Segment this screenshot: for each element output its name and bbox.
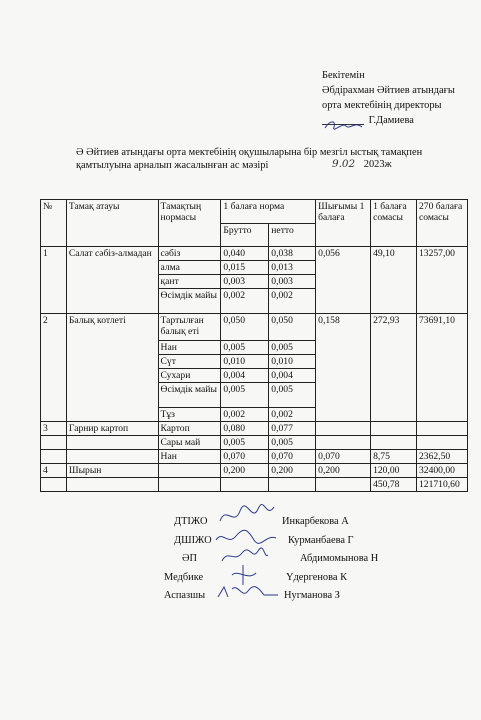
cell-brutto: 0,050: [221, 314, 269, 341]
cell-sum270: 13257,00: [416, 247, 467, 314]
cell-sum270: [416, 422, 467, 436]
cell-brutto: 0,005: [221, 383, 269, 408]
total-empty-cell: [316, 478, 371, 492]
header-netto: нетто: [269, 224, 316, 247]
cell-num: [41, 436, 67, 450]
cell-netto: 0,005: [269, 341, 316, 355]
cell-brutto: 0,002: [221, 289, 269, 314]
cell-ingredient: Сүт: [158, 355, 221, 369]
cell-ingredient: Нан: [158, 450, 221, 464]
signature-row: [164, 550, 414, 569]
approval-block: [322, 68, 455, 128]
cell-netto: 0,005: [269, 383, 316, 408]
table-header-row: [41, 200, 468, 224]
total-empty-cell: [269, 478, 316, 492]
cell-ingredient: Картоп: [158, 422, 221, 436]
table-row: [41, 422, 468, 436]
cell-num: [41, 450, 67, 464]
date-year: 2023ж: [363, 159, 392, 170]
header-sum270: 270 балаға сомасы: [416, 200, 467, 247]
signature-name: Абдимомынова Н: [300, 553, 379, 564]
cell-brutto: 0,005: [221, 436, 269, 450]
document-date: [332, 158, 392, 170]
cell-sum1: 120,00: [371, 464, 417, 478]
signature-role: ДТІЖО: [174, 516, 208, 527]
signature-row: [164, 587, 414, 606]
signature-row: [164, 532, 414, 551]
cell-ingredient: Өсімдік майы: [158, 289, 221, 314]
cell-num: 4: [41, 464, 67, 478]
cell-netto: 0,013: [269, 261, 316, 275]
cell-brutto: 0,200: [221, 464, 269, 478]
cell-brutto: 0,015: [221, 261, 269, 275]
cell-sum1: [371, 436, 417, 450]
header-name: Тамақ атауы: [66, 200, 158, 247]
cell-netto: 0,002: [269, 408, 316, 422]
cell-brutto: 0,070: [221, 450, 269, 464]
cell-netto: 0,010: [269, 355, 316, 369]
cell-ingredient: Сары май: [158, 436, 221, 450]
cell-brutto: 0,040: [221, 247, 269, 261]
header-brutto: Брутто: [221, 224, 269, 247]
cell-dish-name: Гарнир картоп: [66, 422, 158, 436]
cell-dish-name: [66, 450, 158, 464]
table-row: [41, 314, 468, 341]
cell-ingredient: Сухари: [158, 369, 221, 383]
signature-role: ДШІЖО: [174, 534, 212, 546]
cell-ingredient: қант: [158, 275, 221, 289]
cell-num: 2: [41, 314, 67, 422]
cell-sum270: [416, 436, 467, 450]
cell-yield: 0,070: [316, 450, 371, 464]
director-signature: [322, 124, 364, 125]
cell-brutto: 0,010: [221, 355, 269, 369]
cell-netto: 0,003: [269, 275, 316, 289]
table-row: [41, 247, 468, 261]
handwritten-date: 9.02: [332, 158, 356, 170]
cell-dish-name: Салат сәбіз-алмадан: [66, 247, 158, 314]
cell-yield: 0,158: [316, 314, 371, 422]
cell-netto: 0,200: [269, 464, 316, 478]
cell-netto: 0,070: [269, 450, 316, 464]
cell-brutto: 0,080: [221, 422, 269, 436]
cell-ingredient: Өсімдік майы: [158, 383, 221, 408]
signature-block: [164, 513, 414, 608]
director-name: Г.Дамиева: [368, 115, 414, 126]
header-per-child: 1 балаға норма: [221, 200, 316, 224]
handwritten-signature-icon: [216, 581, 280, 605]
cell-yield: 0,200: [316, 464, 371, 478]
signature-role: ӘП: [182, 553, 198, 564]
signature-name: Курманбаева Г: [288, 534, 354, 546]
cell-dish-name: Шырын: [66, 464, 158, 478]
signature-row: [164, 569, 414, 588]
cell-brutto: 0,004: [221, 369, 269, 383]
cell-dish-name: Балық котлеті: [66, 314, 158, 422]
cell-num: 3: [41, 422, 67, 436]
title-line-1: Ә Әйтиев атындағы орта мектебінің оқушыларына бір мезгіл ыстық тамақпен: [76, 147, 423, 158]
signature-name: Инкарбекова А: [282, 516, 349, 527]
approval-director-line: орта мектебінің директоры: [322, 100, 442, 111]
cell-yield: 0,056: [316, 247, 371, 314]
cell-ingredient: алма: [158, 261, 221, 275]
table-row: [41, 450, 468, 464]
cell-brutto: 0,005: [221, 341, 269, 355]
table-total-row: [41, 478, 468, 492]
cell-netto: 0,050: [269, 314, 316, 341]
total-empty-cell: [221, 478, 269, 492]
cell-ingredient: Тұз: [158, 408, 221, 422]
total-empty-cell: [66, 478, 158, 492]
table-row: [41, 464, 468, 478]
approval-signature-row: [322, 113, 455, 128]
cell-sum1: 8,75: [371, 450, 417, 464]
total-empty-cell: [41, 478, 67, 492]
cell-sum270: 2362,50: [416, 450, 467, 464]
cell-sum270: 73691,10: [416, 314, 467, 422]
signature-name: Нугманова З: [284, 590, 340, 601]
cell-yield: [316, 436, 371, 450]
cell-dish-name: [66, 436, 158, 450]
total-sum270: 121710,60: [416, 478, 467, 492]
cell-ingredient: Нан: [158, 341, 221, 355]
total-empty-cell: [158, 478, 221, 492]
cell-sum1: 272,93: [371, 314, 417, 422]
cell-ingredient: [158, 464, 221, 478]
signature-name: Үдергенова К: [286, 571, 347, 583]
header-num: №: [41, 200, 67, 247]
cell-netto: 0,005: [269, 436, 316, 450]
total-sum1: 450,78: [371, 478, 417, 492]
cell-netto: 0,002: [269, 289, 316, 314]
cell-brutto: 0,002: [221, 408, 269, 422]
cell-netto: 0,038: [269, 247, 316, 261]
menu-table: [40, 199, 468, 492]
approval-school-line: Әбдірахман Әйтиев атындағы: [322, 85, 455, 96]
cell-sum270: 32400,00: [416, 464, 467, 478]
signature-role: Медбике: [164, 571, 204, 583]
title-line-2: қамтылуына арналып жасалынған ас мәзірі: [76, 160, 269, 171]
cell-yield: [316, 422, 371, 436]
cell-ingredient: Тартылған балық еті: [158, 314, 221, 341]
table-row: [41, 436, 468, 450]
approval-heading: Бекітемін: [322, 70, 365, 81]
header-norm: Тамақтың нормасы: [158, 200, 221, 247]
cell-netto: 0,077: [269, 422, 316, 436]
cell-sum1: [371, 422, 417, 436]
cell-num: 1: [41, 247, 67, 314]
header-sum1: 1 балаға сомасы: [371, 200, 417, 247]
cell-ingredient: сәбіз: [158, 247, 221, 261]
signature-row: [164, 513, 414, 532]
header-yield: Шығымы 1 балаға: [316, 200, 371, 247]
cell-brutto: 0,003: [221, 275, 269, 289]
handwritten-signature-icon: [322, 118, 366, 132]
signature-role: Аспазшы: [164, 590, 206, 601]
cell-sum1: 49,10: [371, 247, 417, 314]
cell-netto: 0,004: [269, 369, 316, 383]
document-title: [76, 146, 466, 172]
